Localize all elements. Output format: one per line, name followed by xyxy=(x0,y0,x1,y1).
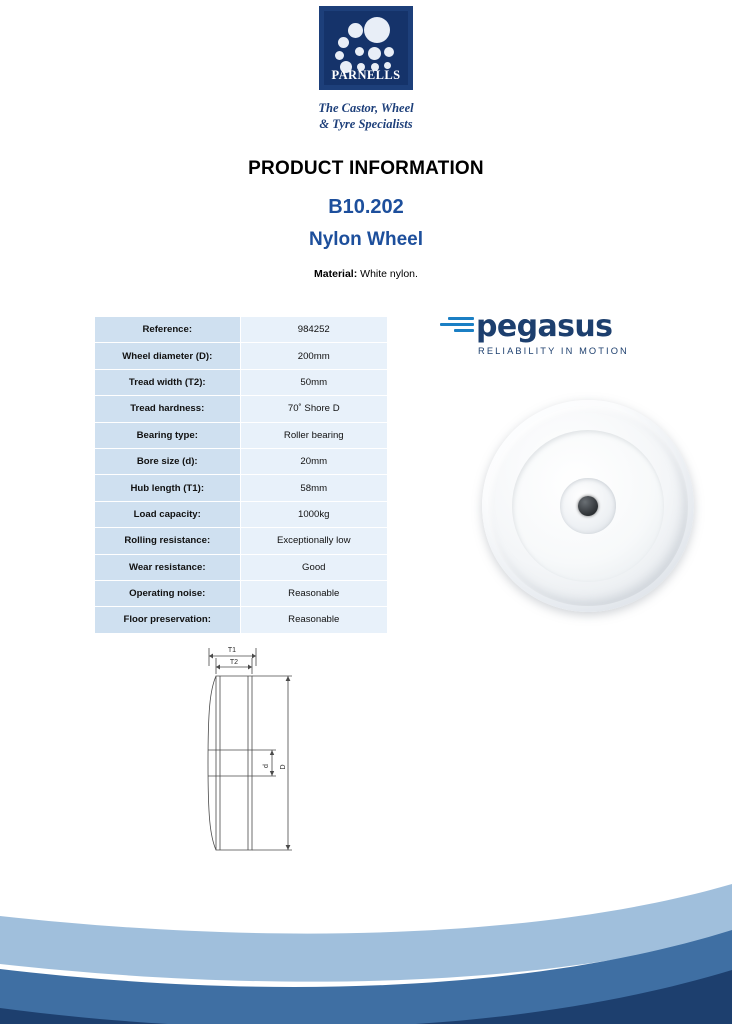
material-label: Material: xyxy=(314,268,358,280)
spec-label: Operating noise: xyxy=(95,580,241,606)
table-row xyxy=(95,422,388,448)
specification-table xyxy=(94,316,388,634)
material-line xyxy=(0,268,732,280)
spec-value: Exceptionally low xyxy=(240,528,387,554)
motion-lines-icon xyxy=(440,317,474,342)
footer-swoosh-graphic xyxy=(0,734,732,1024)
table-row xyxy=(95,607,388,633)
spec-label: Tread width (T2): xyxy=(95,369,241,395)
logo-tagline-line1: The Castor, Wheel xyxy=(318,101,414,115)
dim-label-d-bore: d xyxy=(263,764,270,768)
table-row xyxy=(95,317,388,343)
company-logo-block xyxy=(0,6,732,132)
page-title: PRODUCT INFORMATION xyxy=(248,158,484,179)
spec-value: 20mm xyxy=(240,448,387,474)
logo-tagline xyxy=(0,100,732,132)
logo-tagline-line2: & Tyre Specialists xyxy=(319,117,413,131)
product-code: B10.202 xyxy=(328,196,404,218)
spec-label: Load capacity: xyxy=(95,501,241,527)
product-photo-nylon-wheel xyxy=(482,400,694,612)
specification-table-body xyxy=(95,317,388,634)
pegasus-logo-row xyxy=(440,309,640,344)
table-row xyxy=(95,343,388,369)
spec-label: Wheel diameter (D): xyxy=(95,343,241,369)
table-row xyxy=(95,475,388,501)
logo-inner-panel xyxy=(324,11,408,85)
spec-value: Roller bearing xyxy=(240,422,387,448)
logo-wordmark: PARNELLS xyxy=(331,68,401,82)
spec-value: Reasonable xyxy=(240,580,387,606)
spec-value: Good xyxy=(240,554,387,580)
footer-swoosh-svg xyxy=(0,734,732,1024)
dim-label-t2: T2 xyxy=(229,659,239,666)
spec-value: 70˚ Shore D xyxy=(240,396,387,422)
spec-label: Rolling resistance: xyxy=(95,528,241,554)
pegasus-tagline: RELIABILITY IN MOTION xyxy=(478,346,629,356)
table-row xyxy=(95,448,388,474)
table-row xyxy=(95,580,388,606)
dim-label-d-major: D xyxy=(280,764,287,770)
table-row xyxy=(95,369,388,395)
spec-value: 58mm xyxy=(240,475,387,501)
spec-value: 984252 xyxy=(240,317,387,343)
product-name: Nylon Wheel xyxy=(308,229,423,250)
spec-label: Floor preservation: xyxy=(95,607,241,633)
spec-label: Tread hardness: xyxy=(95,396,241,422)
spec-label: Hub length (T1): xyxy=(95,475,241,501)
table-row xyxy=(95,554,388,580)
spec-label: Reference: xyxy=(95,317,241,343)
dim-label-t1: T1 xyxy=(227,647,237,654)
table-row xyxy=(95,396,388,422)
spec-label: Bore size (d): xyxy=(95,448,241,474)
material-value: White nylon. xyxy=(360,268,418,280)
spec-label: Wear resistance: xyxy=(95,554,241,580)
spec-value: 1000kg xyxy=(240,501,387,527)
spec-value: 50mm xyxy=(240,369,387,395)
table-row xyxy=(95,528,388,554)
pegasus-wordmark: pegasus xyxy=(476,309,613,344)
spec-value: 200mm xyxy=(240,343,387,369)
pegasus-brand-logo xyxy=(440,309,640,356)
logo-mark xyxy=(319,6,413,90)
spec-label: Bearing type: xyxy=(95,422,241,448)
spec-value: Reasonable xyxy=(240,607,387,633)
table-row xyxy=(95,501,388,527)
